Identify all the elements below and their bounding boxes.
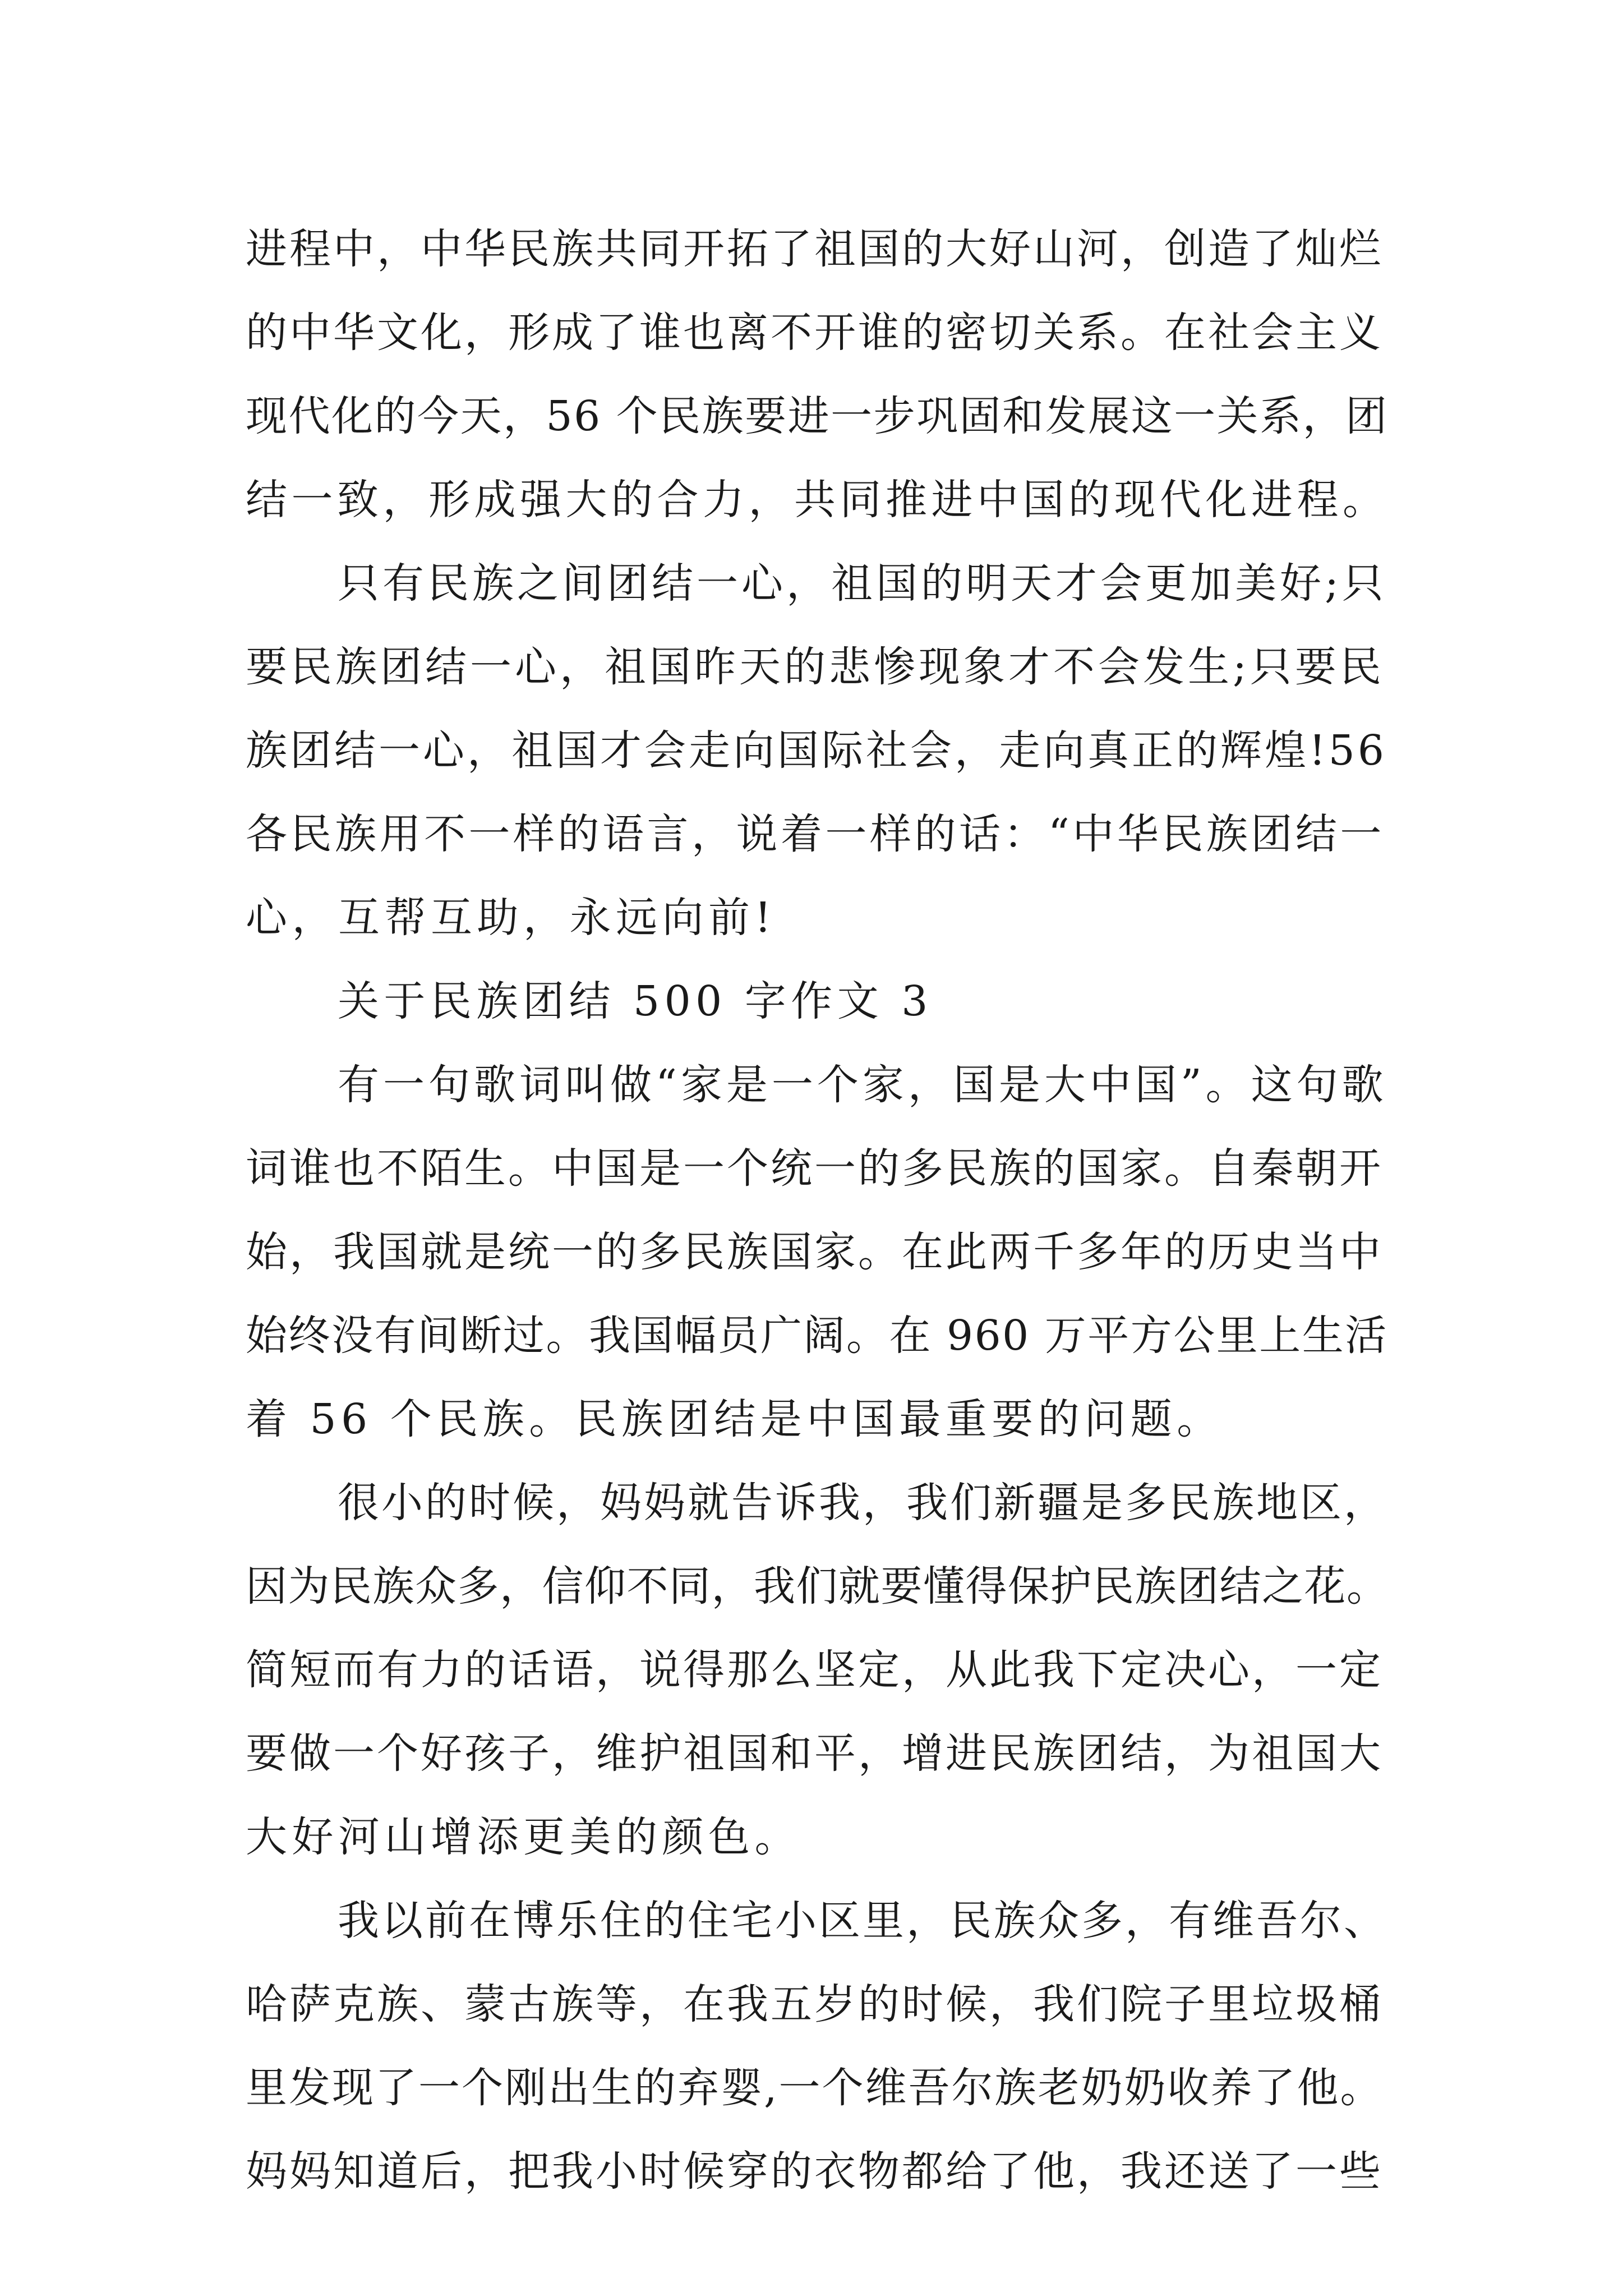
text-line: 妈妈知道后，把我小时候穿的衣物都给了他，我还送了一些 — [246, 2147, 1383, 2196]
text-line: 我以前在博乐住的住宅小区里，民族众多，有维吾尔、 — [338, 1897, 1387, 1945]
text-line: 关于民族团结 500 字作文 3 — [338, 977, 933, 1025]
text-line: 各民族用不一样的语言，说着一样的话：“中华民族团结一 — [246, 810, 1385, 858]
text-line: 有一句歌词叫做“家是一个家，国是大中国”。这句歌 — [338, 1061, 1387, 1109]
text-line: 只有民族之间团结一心，祖国的明天才会更加美好;只 — [338, 559, 1387, 608]
text-line: 心，互帮互助，永远向前! — [246, 894, 776, 942]
text-line: 哈萨克族、蒙古族等，在我五岁的时候，我们院子里垃圾桶 — [246, 1980, 1383, 2028]
text-line: 现代化的今天，56 个民族要进一步巩固和发展这一关系，团 — [246, 392, 1389, 440]
text-line: 的中华文化，形成了谁也离不开谁的密切关系。在社会主义 — [246, 309, 1383, 357]
text-line: 很小的时候，妈妈就告诉我，我们新疆是多民族地区， — [338, 1479, 1387, 1527]
text-line: 始，我国就是统一的多民族国家。在此两千多年的历史当中 — [246, 1228, 1383, 1276]
text-line: 大好河山增添更美的颜色。 — [246, 1813, 801, 1861]
text-line: 词谁也不陌生。中国是一个统一的多民族的国家。自秦朝开 — [246, 1144, 1383, 1193]
text-line: 因为民族众多，信仰不同，我们就要懂得保护民族团结之花。 — [246, 1562, 1389, 1611]
text-line: 始终没有间断过。我国幅员广阔。在 960 万平方公里上生活 — [246, 1312, 1388, 1360]
text-line: 里发现了一个刚出生的弃婴,一个维吾尔族老奶奶收养了他。 — [246, 2064, 1384, 2112]
text-line: 结一致，形成强大的合力，共同推进中国的现代化进程。 — [246, 476, 1389, 524]
text-line: 着 56 个民族。民族团结是中国最重要的问题。 — [246, 1395, 1223, 1443]
text-line: 进程中，中华民族共同开拓了祖国的大好山河，创造了灿烂 — [246, 225, 1383, 273]
text-line: 族团结一心，祖国才会走向国际社会，走向真正的辉煌!56 — [246, 726, 1387, 775]
text-line: 要做一个好孩子，维护祖国和平，增进民族团结，为祖国大 — [246, 1729, 1383, 1778]
text-line: 简短而有力的话语，说得那么坚定，从此我下定决心，一定 — [246, 1646, 1383, 1694]
text-line: 要民族团结一心，祖国昨天的悲惨现象才不会发生;只要民 — [246, 643, 1385, 691]
document-body — [246, 208, 1390, 2214]
